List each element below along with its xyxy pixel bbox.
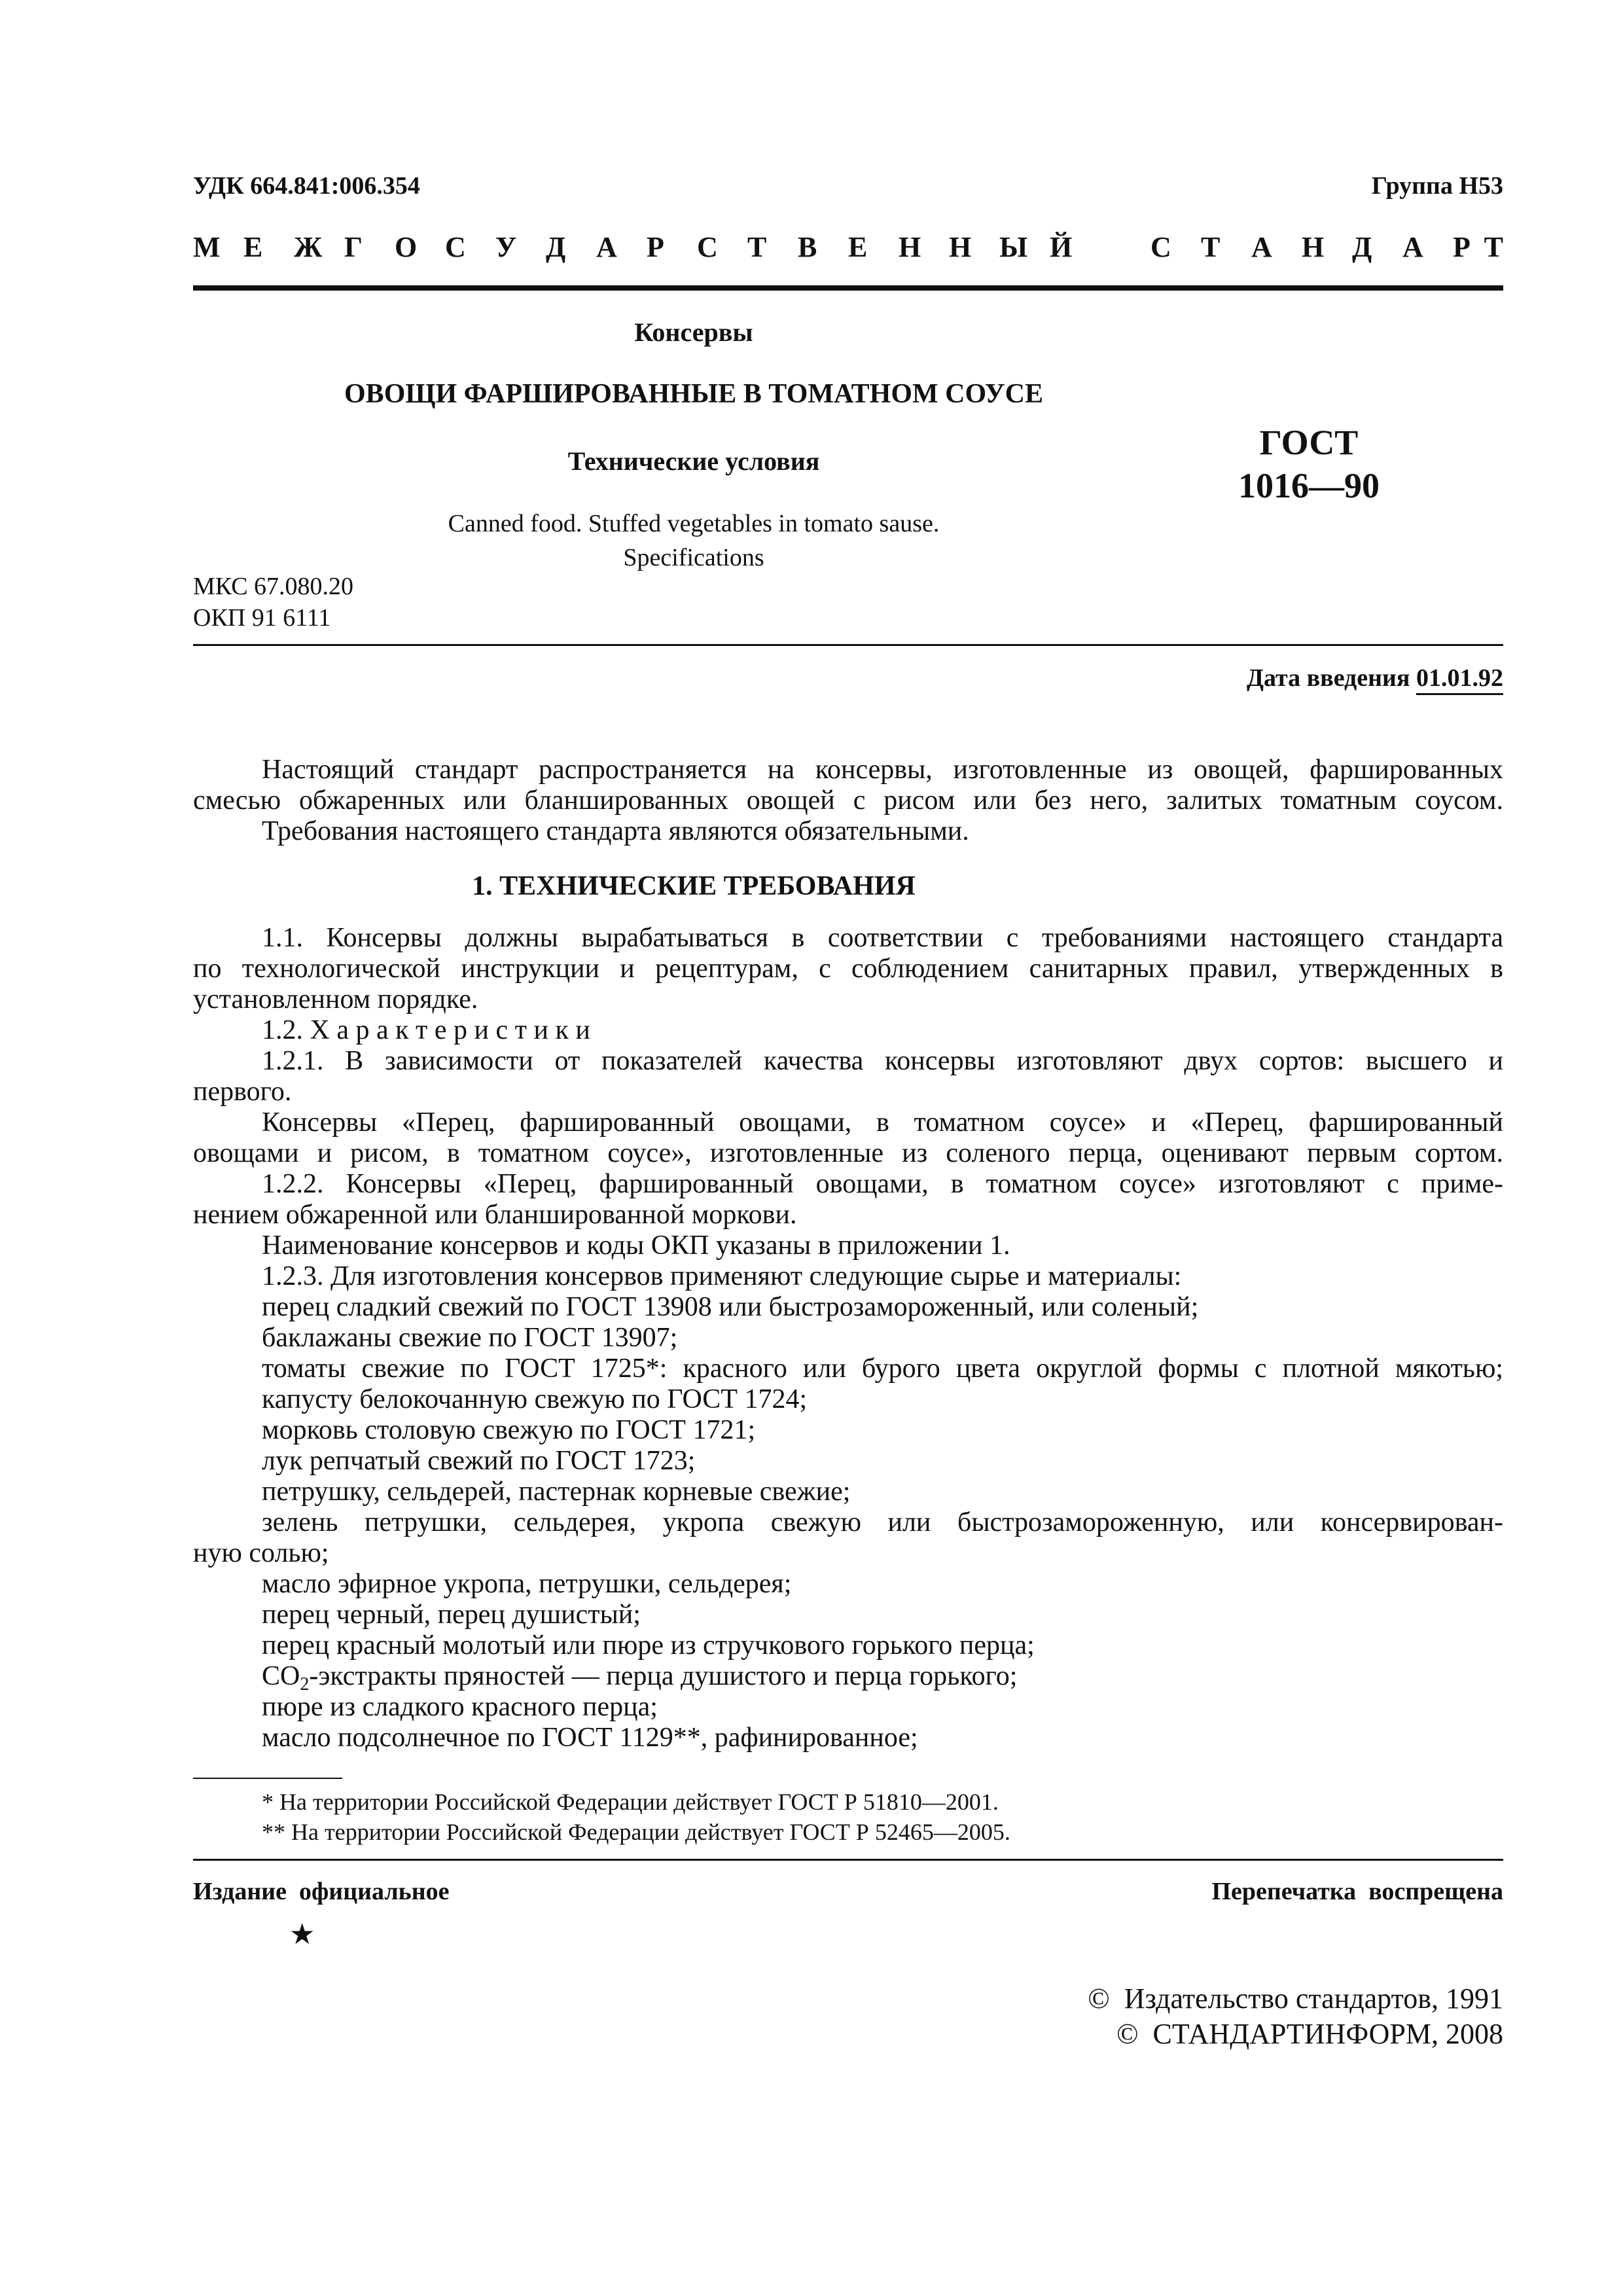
gost-number: 1016—90	[1238, 466, 1380, 505]
title-divider	[193, 644, 1503, 646]
date-label: Дата введения	[1246, 664, 1410, 692]
body-line: 1.1. Консервы должны вырабатываться в соответствии с требованиями настоящего стандарта	[262, 923, 1503, 953]
intro-line: Требования настоящего стандарта являются обязательными.	[262, 816, 969, 846]
heading-letter: Е	[848, 231, 868, 263]
document-subtitle: Технические условия	[567, 446, 820, 476]
heading-letter: Т	[747, 231, 767, 263]
body-line: ную солью;	[193, 1538, 329, 1568]
copyright-2008: © СТАНДАРТИНФОРМ, 2008	[1116, 2018, 1503, 2050]
english-title-line1: Canned food. Stuffed vegetables in tomato sause.	[448, 510, 940, 537]
co2-rest: -экстракты пряностей — перца душистого и перца горького;	[309, 1661, 1018, 1691]
body-line: перец красный молотый или пюре из стручкового горького перца;	[262, 1630, 1035, 1660]
body-line: первого.	[193, 1077, 292, 1107]
mks-code: МКС 67.080.20	[193, 573, 354, 600]
body-line: петрушку, сельдерей, пастернак корневые свежие;	[262, 1477, 851, 1507]
body-line: капусту белокочанную свежую по ГОСТ 1724;	[262, 1384, 808, 1414]
body-line: перец черный, перец душистый;	[262, 1600, 641, 1630]
heading-letter: Г	[344, 231, 363, 263]
heading-letter: С	[697, 231, 718, 263]
heading-letter: Е	[243, 231, 263, 263]
body-line: лук репчатый свежий по ГОСТ 1723;	[262, 1446, 696, 1476]
body-line: нением обжаренной или бланшированной моркови.	[193, 1200, 797, 1230]
body-line: 1.2.1. В зависимости от показателей качества консервы изготовляют двух сортов: высшего и	[262, 1046, 1503, 1076]
heading-letter: Н	[949, 231, 972, 263]
star-icon: ★	[289, 1918, 315, 1950]
heading-letter: Д	[546, 231, 566, 263]
intro-line: Настоящий стандарт распространяется на консервы, изготовленные из овощей, фаршированных	[262, 755, 1503, 785]
heading-letter: Т	[1201, 231, 1221, 263]
heading-letter: Й	[1050, 231, 1073, 263]
body-line: морковь столовую свежую по ГОСТ 1721;	[262, 1415, 756, 1445]
heading-letter: М	[193, 231, 221, 263]
body-line: 1.2.2. Консервы «Перец, фаршированный овощами, в томатном соусе» изготовляют с приме-	[262, 1169, 1503, 1199]
document-category: Консервы	[634, 317, 753, 347]
footnote-1: * На территории Российской Федерации действует ГОСТ Р 51810—2001.	[262, 1789, 999, 1815]
body-line: масло подсолнечное по ГОСТ 1129**, рафинированное;	[262, 1723, 918, 1753]
heading-letter: У	[495, 231, 517, 263]
body-line: Консервы «Перец, фаршированный овощами, в томатном соусе» и «Перец, фаршированный	[262, 1107, 1503, 1138]
body-line	[262, 1660, 1018, 1695]
heading-letter: С	[445, 231, 466, 263]
heading-letter: Н	[1302, 231, 1325, 263]
heading-letter: Р	[1453, 231, 1471, 263]
heading-letter: А	[1251, 231, 1272, 263]
body-line: 1.2.3. Для изготовления консервов применяют следующие сырье и материалы:	[262, 1261, 1182, 1291]
body-line: 1.2. Х а р а к т е р и с т и к и	[262, 1015, 590, 1045]
body-line: овощами и рисом, в томатном соусе», изготовленные из соленого перца, оценивают первым сортом.	[193, 1138, 1503, 1168]
body-line: перец сладкий свежий по ГОСТ 13908 или быстрозамороженный, или соленый;	[262, 1292, 1199, 1322]
body-line: пюре из сладкого красного перца;	[262, 1692, 658, 1722]
body-line: томаты свежие по ГОСТ 1725*: красного или бурого цвета округлой формы с плотной мякотью;	[262, 1354, 1503, 1384]
body-line: установленном порядке.	[193, 984, 478, 1014]
section-heading: 1. ТЕХНИЧЕСКИЕ ТРЕБОВАНИЯ	[472, 871, 916, 901]
heading-letter: Д	[1352, 231, 1372, 263]
body-line: Наименование консервов и коды ОКП указаны в приложении 1.	[262, 1230, 1010, 1261]
co2-text: CO	[262, 1661, 300, 1691]
english-title-line2: Specifications	[623, 544, 764, 571]
date-value: 01.01.92	[1416, 664, 1503, 695]
body-line: баклажаны свежие по ГОСТ 13907;	[262, 1323, 678, 1353]
body-line: масло эфирное укропа, петрушки, сельдерея;	[262, 1569, 792, 1599]
heading-letter: Т	[1484, 231, 1503, 263]
heading-letter: Р	[647, 231, 664, 263]
official-edition-label: Издание официальное	[193, 1878, 450, 1905]
heading-letter: О	[395, 231, 418, 263]
heading-letter: А	[1402, 231, 1423, 263]
okp-code: ОКП 91 6111	[193, 604, 331, 632]
body-line: по технологической инструкции и рецептурам, с соблюдением санитарных правил, утвержденных в	[193, 954, 1503, 984]
heading-letter: С	[1150, 231, 1171, 263]
udk-code: УДК 664.841:006.354	[193, 172, 420, 200]
copyright-1991: © Издательство стандартов, 1991	[1088, 1982, 1503, 2015]
body-line: зелень петрушки, сельдерея, укропа свежую или быстрозамороженную, или консервирован-	[262, 1507, 1503, 1537]
reprint-prohibited-label: Перепечатка воспрещена	[1211, 1878, 1503, 1905]
heading-letter: Н	[899, 231, 921, 263]
document-title: ОВОЩИ ФАРШИРОВАННЫЕ В ТОМАТНОМ СОУСЕ	[344, 379, 1043, 409]
heading-letter: Ж	[294, 231, 323, 263]
footnote-2: ** На территории Российской Федерации действует ГОСТ Р 52465—2005.	[262, 1819, 1010, 1845]
standard-type-heading	[193, 230, 1503, 270]
group-code: Группа Н53	[1371, 172, 1503, 200]
footnote-separator	[193, 1778, 342, 1779]
gost-label: ГОСТ	[1259, 423, 1359, 462]
introduction-date	[1247, 664, 1503, 692]
heading-letter: Ы	[999, 231, 1028, 263]
intro-line: смесью обжаренных или бланшированных овощей с рисом или без него, залитых томатным соусом.	[193, 785, 1503, 816]
co2-subscript: 2	[300, 1674, 310, 1695]
heading-letter: А	[596, 231, 617, 263]
footer-divider	[193, 1859, 1503, 1861]
header-divider	[193, 285, 1503, 291]
heading-letter: В	[798, 231, 817, 263]
